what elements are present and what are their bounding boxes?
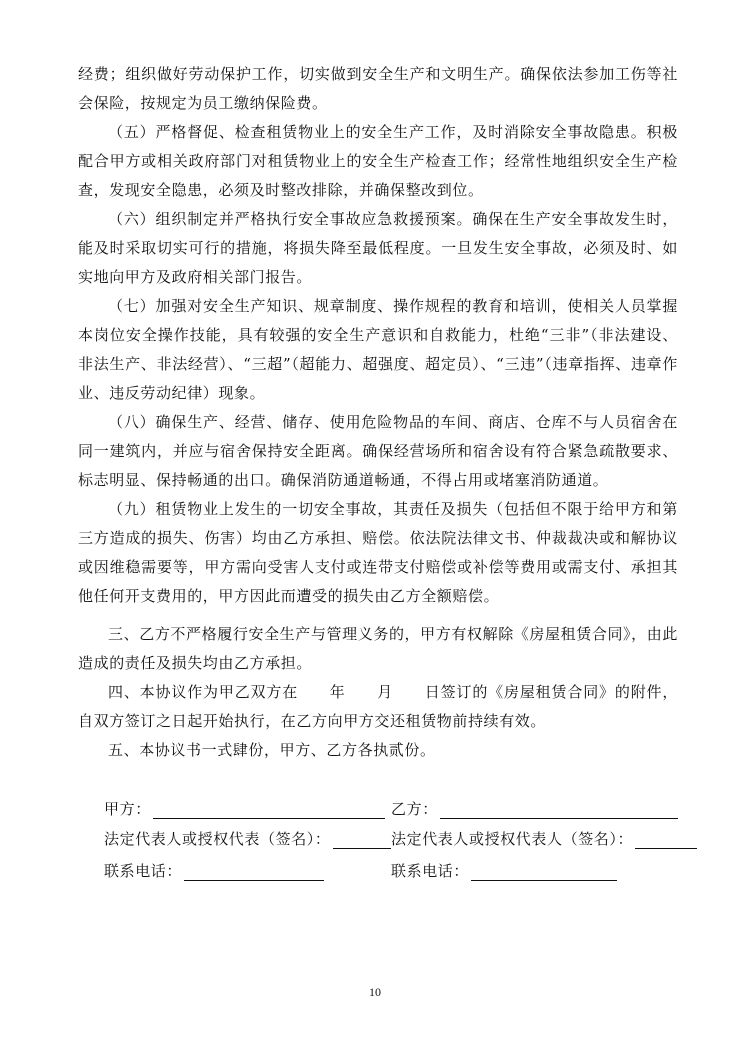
party-b-signature-line[interactable] (440, 802, 678, 819)
rep-b-label: 法定代表人或授权代表人（签名）： (391, 830, 634, 848)
rep-a-signature-line[interactable] (333, 832, 391, 849)
paragraph-item-6: （六）组织制定并严格执行安全事故应急救援预案。确保在生产安全事故发生时，能及时采取切实可行的措施，将损失降至最低程度。一旦发生安全事故，必须及时、如实地向甲方及政府相关部门报告。 (78, 210, 678, 286)
phone-b-label: 联系电话： (391, 862, 470, 880)
rep-b-signature-line[interactable] (635, 832, 697, 849)
party-a-signature-line[interactable] (153, 802, 385, 819)
paragraph-section-4: 四、本协议作为甲乙双方在 年 月 日签订的《房屋租赁合同》的附件，自双方签订之日起开始执行，在乙方向甲方交还租赁物前持续有效。 (78, 683, 678, 730)
party-b-field (391, 798, 678, 819)
party-a-label: 甲方： (104, 800, 151, 818)
phone-a-field (104, 860, 324, 881)
paragraph-item-8: （八）确保生产、经营、储存、使用危险物品的车间、商店、仓库不与人员宿舍在同一建筑内，并应与宿舍保持安全距离。确保经营场所和宿舍设有符合紧急疏散要求、标志明显、保持畅通的出口。确保消防通道畅通，不得占用或堵塞消防通道。 (78, 413, 678, 489)
rep-a-field (104, 828, 391, 849)
page-number: 10 (369, 985, 381, 999)
rep-a-label: 法定代表人或授权代表（签名）： (104, 830, 331, 848)
phone-b-field (391, 860, 617, 881)
paragraph-item-7: （七）加强对安全生产知识、规章制度、操作规程的教育和培训，使相关人员掌握本岗位安全操作技能，具有较强的安全生产意识和自救能力，杜绝“三非”（非法建设、非法生产、非法经营）、“三超”（超能力、超强度、超定员）、“三违”（违章指挥、违章作业、违反劳动纪律）现象。 (78, 297, 678, 402)
paragraph-continuation: 经费；组织做好劳动保护工作，切实做到安全生产和文明生产。确保依法参加工伤等社会保险，按规定为员工缴纳保险费。 (78, 65, 678, 112)
paragraph-section-5: 五、本协议书一式肆份，甲方、乙方各执贰份。 (108, 741, 436, 759)
phone-b-line[interactable] (471, 864, 617, 881)
paragraph-item-9: （九）租赁物业上发生的一切安全事故，其责任及损失（包括但不限于给甲方和第三方造成的损失、伤害）均由乙方承担、赔偿。依法院法律文书、仲裁裁决或和解协议或因维稳需要等，甲方需向受害人支付或连带支付赔偿或补偿等费用或需支付、承担其他任何开支费用的，甲方因此而遭受的损失由乙方全额赔偿。 (78, 500, 678, 605)
paragraph-section-3: 三、乙方不严格履行安全生产与管理义务的，甲方有权解除《房屋租赁合同》，由此造成的责任及损失均由乙方承担。 (78, 625, 678, 672)
phone-a-label: 联系电话： (104, 862, 183, 880)
party-b-label: 乙方： (391, 800, 438, 818)
paragraph-item-5: （五）严格督促、检查租赁物业上的安全生产工作，及时消除安全事故隐患。积极配合甲方或相关政府部门对租赁物业上的安全生产检查工作；经常性地组织安全生产检查，发现安全隐患，必须及时整改排除，并确保整改到位。 (78, 123, 678, 199)
rep-b-field (391, 828, 697, 849)
party-a-field (104, 798, 385, 819)
phone-a-line[interactable] (184, 864, 324, 881)
